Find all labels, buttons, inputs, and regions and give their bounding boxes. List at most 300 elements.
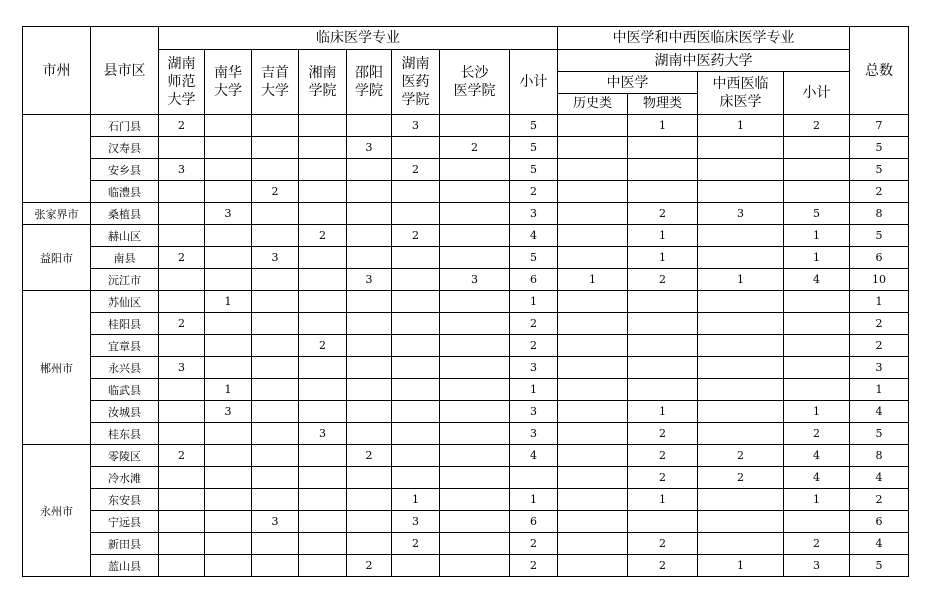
value-cell bbox=[784, 357, 850, 379]
value-cell bbox=[299, 489, 347, 511]
value-cell bbox=[252, 401, 299, 423]
value-cell bbox=[299, 137, 347, 159]
value-cell: 2 bbox=[628, 467, 698, 489]
county-cell: 东安县 bbox=[91, 489, 159, 511]
value-cell: 5 bbox=[510, 159, 558, 181]
value-cell bbox=[784, 335, 850, 357]
value-cell bbox=[784, 181, 850, 203]
value-cell bbox=[698, 357, 784, 379]
value-cell bbox=[392, 181, 440, 203]
header-hunan-medical-university: 湖南 医药 学院 bbox=[392, 50, 440, 115]
value-cell: 3 bbox=[205, 203, 252, 225]
value-cell bbox=[347, 247, 392, 269]
county-cell: 零陵区 bbox=[91, 445, 159, 467]
value-cell: 5 bbox=[510, 137, 558, 159]
value-cell: 1 bbox=[205, 291, 252, 313]
value-cell bbox=[698, 247, 784, 269]
value-cell bbox=[347, 159, 392, 181]
value-cell: 2 bbox=[440, 137, 510, 159]
value-cell: 3 bbox=[392, 115, 440, 137]
value-cell bbox=[347, 181, 392, 203]
value-cell: 1 bbox=[628, 401, 698, 423]
table-row bbox=[23, 357, 909, 379]
table-row bbox=[23, 225, 909, 247]
value-cell: 4 bbox=[784, 445, 850, 467]
value-cell bbox=[347, 313, 392, 335]
value-cell: 5 bbox=[850, 159, 909, 181]
value-cell: 2 bbox=[159, 313, 205, 335]
value-cell: 3 bbox=[159, 159, 205, 181]
value-cell bbox=[252, 137, 299, 159]
value-cell: 8 bbox=[850, 203, 909, 225]
value-cell: 1 bbox=[784, 247, 850, 269]
value-cell bbox=[698, 181, 784, 203]
county-cell: 桑植县 bbox=[91, 203, 159, 225]
value-cell bbox=[252, 445, 299, 467]
value-cell bbox=[159, 225, 205, 247]
value-cell bbox=[252, 467, 299, 489]
value-cell: 1 bbox=[558, 269, 628, 291]
value-cell bbox=[299, 313, 347, 335]
value-cell bbox=[698, 401, 784, 423]
value-cell: 3 bbox=[510, 423, 558, 445]
value-cell bbox=[392, 555, 440, 577]
value-cell bbox=[252, 269, 299, 291]
header-changsha-medical-university: 长沙 医学院 bbox=[440, 50, 510, 115]
value-cell bbox=[440, 467, 510, 489]
value-cell bbox=[159, 291, 205, 313]
value-cell: 1 bbox=[850, 291, 909, 313]
header-tcm-subtotal: 小计 bbox=[784, 72, 850, 115]
value-cell: 2 bbox=[252, 181, 299, 203]
value-cell: 1 bbox=[392, 489, 440, 511]
value-cell bbox=[299, 401, 347, 423]
value-cell bbox=[299, 247, 347, 269]
table-row bbox=[23, 489, 909, 511]
header-physics-track: 物理类 bbox=[628, 94, 698, 115]
value-cell bbox=[347, 335, 392, 357]
header-total: 总数 bbox=[850, 27, 909, 115]
county-cell: 桂阳县 bbox=[91, 313, 159, 335]
value-cell bbox=[205, 533, 252, 555]
value-cell bbox=[440, 181, 510, 203]
value-cell bbox=[299, 203, 347, 225]
county-cell: 安乡县 bbox=[91, 159, 159, 181]
value-cell bbox=[159, 533, 205, 555]
header-nanhua-university: 南华 大学 bbox=[205, 50, 252, 115]
header-clinical-subtotal: 小计 bbox=[510, 50, 558, 115]
value-cell: 2 bbox=[299, 225, 347, 247]
value-cell: 4 bbox=[850, 533, 909, 555]
value-cell: 3 bbox=[510, 357, 558, 379]
value-cell bbox=[392, 313, 440, 335]
value-cell: 5 bbox=[850, 225, 909, 247]
value-cell bbox=[628, 181, 698, 203]
value-cell bbox=[347, 203, 392, 225]
value-cell bbox=[299, 291, 347, 313]
county-cell: 临武县 bbox=[91, 379, 159, 401]
value-cell: 2 bbox=[392, 533, 440, 555]
value-cell bbox=[558, 489, 628, 511]
value-cell bbox=[558, 401, 628, 423]
value-cell: 2 bbox=[299, 335, 347, 357]
county-cell: 赫山区 bbox=[91, 225, 159, 247]
value-cell bbox=[347, 115, 392, 137]
value-cell bbox=[784, 137, 850, 159]
value-cell: 1 bbox=[698, 115, 784, 137]
value-cell: 2 bbox=[850, 181, 909, 203]
value-cell bbox=[558, 467, 628, 489]
value-cell bbox=[299, 115, 347, 137]
value-cell: 2 bbox=[784, 423, 850, 445]
value-cell: 2 bbox=[392, 225, 440, 247]
value-cell bbox=[558, 357, 628, 379]
value-cell bbox=[392, 203, 440, 225]
value-cell: 3 bbox=[159, 357, 205, 379]
value-cell bbox=[510, 467, 558, 489]
value-cell bbox=[698, 137, 784, 159]
value-cell: 3 bbox=[252, 247, 299, 269]
value-cell bbox=[558, 225, 628, 247]
value-cell bbox=[558, 137, 628, 159]
value-cell: 2 bbox=[784, 115, 850, 137]
value-cell: 2 bbox=[628, 555, 698, 577]
table-row bbox=[23, 137, 909, 159]
value-cell bbox=[628, 357, 698, 379]
value-cell bbox=[628, 159, 698, 181]
county-cell: 苏仙区 bbox=[91, 291, 159, 313]
header-clinical-group: 临床医学专业 bbox=[159, 27, 558, 50]
value-cell bbox=[392, 379, 440, 401]
value-cell: 2 bbox=[159, 445, 205, 467]
value-cell bbox=[698, 159, 784, 181]
value-cell: 2 bbox=[628, 203, 698, 225]
value-cell bbox=[205, 159, 252, 181]
value-cell bbox=[440, 225, 510, 247]
value-cell: 1 bbox=[628, 225, 698, 247]
value-cell bbox=[558, 313, 628, 335]
header-shaoyang-university: 邵阳 学院 bbox=[347, 50, 392, 115]
county-cell: 蓝山县 bbox=[91, 555, 159, 577]
table-row bbox=[23, 423, 909, 445]
value-cell: 2 bbox=[159, 115, 205, 137]
value-cell bbox=[252, 159, 299, 181]
value-cell: 3 bbox=[205, 401, 252, 423]
county-cell: 汉寿县 bbox=[91, 137, 159, 159]
table-row bbox=[23, 555, 909, 577]
value-cell bbox=[628, 511, 698, 533]
county-cell: 临澧县 bbox=[91, 181, 159, 203]
value-cell: 3 bbox=[252, 511, 299, 533]
value-cell bbox=[159, 335, 205, 357]
value-cell bbox=[205, 489, 252, 511]
value-cell: 3 bbox=[850, 357, 909, 379]
value-cell: 5 bbox=[510, 247, 558, 269]
value-cell bbox=[252, 203, 299, 225]
value-cell bbox=[159, 401, 205, 423]
county-cell: 永兴县 bbox=[91, 357, 159, 379]
value-cell bbox=[698, 379, 784, 401]
table-row bbox=[23, 533, 909, 555]
value-cell bbox=[440, 401, 510, 423]
value-cell bbox=[159, 489, 205, 511]
value-cell bbox=[440, 115, 510, 137]
table-row bbox=[23, 269, 909, 291]
value-cell bbox=[392, 467, 440, 489]
value-cell bbox=[159, 269, 205, 291]
header-integrated-major: 中西医临 床医学 bbox=[698, 72, 784, 115]
value-cell bbox=[440, 533, 510, 555]
value-cell: 3 bbox=[347, 269, 392, 291]
value-cell: 4 bbox=[510, 445, 558, 467]
allocation-table-wrapper bbox=[22, 26, 909, 577]
value-cell: 3 bbox=[510, 203, 558, 225]
value-cell: 2 bbox=[159, 247, 205, 269]
header-tcm-major: 中医学 bbox=[558, 72, 698, 94]
value-cell bbox=[440, 159, 510, 181]
value-cell bbox=[252, 533, 299, 555]
value-cell: 4 bbox=[850, 467, 909, 489]
value-cell bbox=[347, 533, 392, 555]
value-cell bbox=[205, 511, 252, 533]
header-tcm-university: 湖南中医药大学 bbox=[558, 50, 850, 72]
county-cell: 沅江市 bbox=[91, 269, 159, 291]
city-cell bbox=[23, 115, 91, 203]
value-cell bbox=[159, 379, 205, 401]
value-cell bbox=[698, 489, 784, 511]
value-cell bbox=[440, 335, 510, 357]
value-cell bbox=[159, 555, 205, 577]
value-cell: 2 bbox=[392, 159, 440, 181]
value-cell bbox=[159, 181, 205, 203]
value-cell bbox=[159, 423, 205, 445]
value-cell: 1 bbox=[510, 291, 558, 313]
value-cell bbox=[347, 225, 392, 247]
value-cell: 1 bbox=[628, 247, 698, 269]
value-cell: 2 bbox=[510, 181, 558, 203]
value-cell: 3 bbox=[392, 511, 440, 533]
value-cell bbox=[252, 225, 299, 247]
value-cell bbox=[299, 445, 347, 467]
header-jishou-university: 吉首 大学 bbox=[252, 50, 299, 115]
value-cell bbox=[347, 423, 392, 445]
value-cell bbox=[440, 511, 510, 533]
value-cell bbox=[392, 445, 440, 467]
county-cell: 宜章县 bbox=[91, 335, 159, 357]
value-cell: 6 bbox=[510, 269, 558, 291]
table-row bbox=[23, 115, 909, 137]
value-cell bbox=[205, 247, 252, 269]
table-row bbox=[23, 181, 909, 203]
value-cell: 3 bbox=[698, 203, 784, 225]
table-row bbox=[23, 335, 909, 357]
value-cell bbox=[392, 247, 440, 269]
value-cell bbox=[252, 357, 299, 379]
value-cell bbox=[299, 379, 347, 401]
value-cell: 6 bbox=[850, 511, 909, 533]
allocation-table bbox=[22, 26, 909, 577]
value-cell bbox=[558, 423, 628, 445]
city-cell: 益阳市 bbox=[23, 225, 91, 291]
value-cell: 3 bbox=[784, 555, 850, 577]
value-cell bbox=[628, 137, 698, 159]
value-cell bbox=[252, 489, 299, 511]
value-cell bbox=[299, 269, 347, 291]
value-cell bbox=[440, 445, 510, 467]
value-cell: 6 bbox=[850, 247, 909, 269]
value-cell bbox=[205, 467, 252, 489]
value-cell bbox=[392, 357, 440, 379]
value-cell bbox=[558, 159, 628, 181]
value-cell bbox=[205, 115, 252, 137]
value-cell: 2 bbox=[850, 489, 909, 511]
value-cell: 5 bbox=[850, 555, 909, 577]
value-cell: 5 bbox=[784, 203, 850, 225]
header-xiangnan-university: 湘南 学院 bbox=[299, 50, 347, 115]
value-cell bbox=[440, 423, 510, 445]
value-cell bbox=[558, 115, 628, 137]
value-cell bbox=[628, 291, 698, 313]
value-cell bbox=[440, 203, 510, 225]
header-city: 市州 bbox=[23, 27, 91, 115]
table-row bbox=[23, 291, 909, 313]
value-cell bbox=[784, 159, 850, 181]
county-cell: 汝城县 bbox=[91, 401, 159, 423]
value-cell: 4 bbox=[784, 269, 850, 291]
value-cell bbox=[440, 247, 510, 269]
value-cell bbox=[205, 357, 252, 379]
county-cell: 冷水滩 bbox=[91, 467, 159, 489]
value-cell bbox=[159, 467, 205, 489]
table-row bbox=[23, 445, 909, 467]
value-cell bbox=[205, 137, 252, 159]
value-cell bbox=[252, 291, 299, 313]
value-cell bbox=[347, 489, 392, 511]
county-cell: 石门县 bbox=[91, 115, 159, 137]
value-cell: 1 bbox=[628, 115, 698, 137]
table-body bbox=[23, 115, 909, 577]
value-cell: 2 bbox=[628, 423, 698, 445]
value-cell bbox=[784, 291, 850, 313]
table-row bbox=[23, 247, 909, 269]
value-cell: 1 bbox=[205, 379, 252, 401]
value-cell bbox=[440, 379, 510, 401]
value-cell bbox=[252, 335, 299, 357]
value-cell bbox=[205, 269, 252, 291]
value-cell: 6 bbox=[510, 511, 558, 533]
value-cell: 5 bbox=[850, 137, 909, 159]
value-cell: 4 bbox=[784, 467, 850, 489]
value-cell bbox=[440, 555, 510, 577]
value-cell: 2 bbox=[510, 335, 558, 357]
value-cell: 2 bbox=[698, 445, 784, 467]
value-cell bbox=[252, 379, 299, 401]
value-cell bbox=[558, 379, 628, 401]
value-cell: 4 bbox=[850, 401, 909, 423]
value-cell bbox=[299, 533, 347, 555]
value-cell bbox=[299, 467, 347, 489]
value-cell bbox=[205, 335, 252, 357]
value-cell bbox=[392, 291, 440, 313]
value-cell bbox=[558, 335, 628, 357]
table-row bbox=[23, 511, 909, 533]
value-cell: 2 bbox=[510, 313, 558, 335]
table-row bbox=[23, 401, 909, 423]
table-row bbox=[23, 379, 909, 401]
value-cell bbox=[347, 291, 392, 313]
value-cell bbox=[440, 357, 510, 379]
value-cell bbox=[558, 247, 628, 269]
value-cell bbox=[698, 423, 784, 445]
header-tcm-group: 中医学和中西医临床医学专业 bbox=[558, 27, 850, 50]
city-cell: 永州市 bbox=[23, 445, 91, 577]
value-cell bbox=[698, 533, 784, 555]
value-cell bbox=[252, 423, 299, 445]
value-cell: 2 bbox=[628, 445, 698, 467]
value-cell: 1 bbox=[784, 225, 850, 247]
value-cell bbox=[347, 467, 392, 489]
value-cell bbox=[558, 511, 628, 533]
value-cell: 2 bbox=[698, 467, 784, 489]
value-cell: 4 bbox=[510, 225, 558, 247]
value-cell bbox=[252, 313, 299, 335]
value-cell: 5 bbox=[850, 423, 909, 445]
value-cell: 1 bbox=[850, 379, 909, 401]
header-history-track: 历史类 bbox=[558, 94, 628, 115]
value-cell bbox=[558, 533, 628, 555]
value-cell bbox=[159, 511, 205, 533]
value-cell bbox=[698, 225, 784, 247]
value-cell: 1 bbox=[784, 401, 850, 423]
value-cell: 1 bbox=[698, 269, 784, 291]
value-cell: 1 bbox=[510, 489, 558, 511]
value-cell: 2 bbox=[347, 445, 392, 467]
value-cell: 8 bbox=[850, 445, 909, 467]
value-cell bbox=[628, 313, 698, 335]
value-cell: 3 bbox=[347, 137, 392, 159]
header-county: 县市区 bbox=[91, 27, 159, 115]
county-cell: 桂东县 bbox=[91, 423, 159, 445]
value-cell: 2 bbox=[850, 335, 909, 357]
value-cell: 2 bbox=[347, 555, 392, 577]
value-cell: 3 bbox=[299, 423, 347, 445]
county-cell: 新田县 bbox=[91, 533, 159, 555]
value-cell bbox=[205, 555, 252, 577]
county-cell: 宁远县 bbox=[91, 511, 159, 533]
value-cell: 3 bbox=[440, 269, 510, 291]
value-cell bbox=[628, 335, 698, 357]
value-cell bbox=[159, 203, 205, 225]
value-cell: 1 bbox=[784, 489, 850, 511]
value-cell: 2 bbox=[850, 313, 909, 335]
value-cell: 1 bbox=[510, 379, 558, 401]
value-cell: 2 bbox=[628, 533, 698, 555]
table-row bbox=[23, 159, 909, 181]
value-cell: 2 bbox=[628, 269, 698, 291]
value-cell: 3 bbox=[510, 401, 558, 423]
value-cell bbox=[299, 555, 347, 577]
value-cell bbox=[784, 379, 850, 401]
value-cell: 1 bbox=[628, 489, 698, 511]
value-cell bbox=[299, 181, 347, 203]
value-cell bbox=[392, 423, 440, 445]
value-cell bbox=[347, 511, 392, 533]
value-cell bbox=[392, 335, 440, 357]
value-cell bbox=[698, 291, 784, 313]
value-cell bbox=[440, 291, 510, 313]
value-cell bbox=[205, 445, 252, 467]
value-cell bbox=[299, 357, 347, 379]
